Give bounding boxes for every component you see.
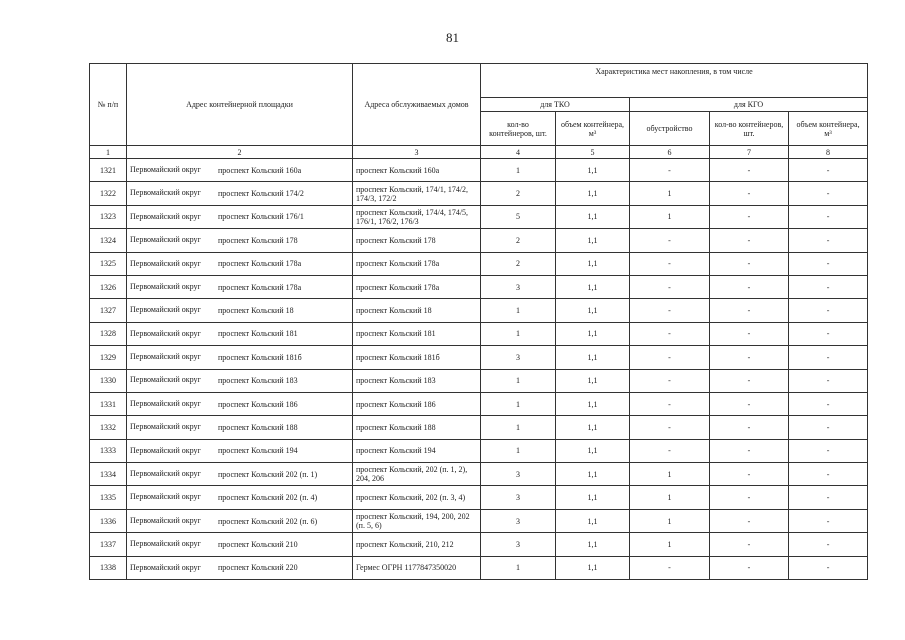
header-kgo-volume: объем контейнера, м³	[789, 112, 868, 146]
row-district: Первомайский округ	[130, 539, 201, 549]
column-number: 6	[630, 146, 710, 159]
row-kgo-equipment: -	[630, 275, 710, 298]
column-number: 5	[556, 146, 630, 159]
table-row	[90, 533, 868, 556]
row-tko-volume: 1,1	[556, 275, 630, 298]
row-district: Первомайский округ	[130, 562, 201, 572]
row-tko-count: 1	[481, 439, 556, 462]
row-street: проспект Кольский 202 (п. 1)	[218, 469, 318, 479]
row-street: проспект Кольский 202 (п. 6)	[218, 516, 318, 526]
row-kgo-count: -	[710, 509, 789, 532]
row-district: Первомайский округ	[130, 445, 201, 455]
row-address-cell	[127, 463, 353, 486]
column-number: 1	[90, 146, 127, 159]
row-number: 1335	[90, 486, 127, 509]
row-kgo-equipment: 1	[630, 205, 710, 228]
row-number: 1338	[90, 556, 127, 579]
row-number: 1321	[90, 159, 127, 182]
row-kgo-volume: -	[789, 346, 868, 369]
row-kgo-equipment: -	[630, 439, 710, 462]
row-tko-volume: 1,1	[556, 509, 630, 532]
row-served-addresses: проспект Кольский 186	[353, 392, 481, 415]
row-number: 1330	[90, 369, 127, 392]
row-street: проспект Кольский 181б	[218, 352, 302, 362]
row-district: Первомайский округ	[130, 258, 201, 268]
row-tko-volume: 1,1	[556, 533, 630, 556]
row-kgo-volume: -	[789, 252, 868, 275]
table-row	[90, 229, 868, 252]
row-street: проспект Кольский 174/2	[218, 189, 304, 199]
row-number: 1326	[90, 275, 127, 298]
row-tko-volume: 1,1	[556, 439, 630, 462]
row-kgo-equipment: -	[630, 229, 710, 252]
row-kgo-volume: -	[789, 509, 868, 532]
row-street: проспект Кольский 178	[218, 235, 298, 245]
column-number: 7	[710, 146, 789, 159]
header-group-kgo: для КГО	[630, 98, 868, 112]
row-number: 1329	[90, 346, 127, 369]
row-district: Первомайский округ	[130, 398, 201, 408]
header-tko-volume: объем контейнера, м³	[556, 112, 630, 146]
row-kgo-volume: -	[789, 229, 868, 252]
row-address-cell	[127, 556, 353, 579]
row-kgo-count: -	[710, 159, 789, 182]
column-number: 4	[481, 146, 556, 159]
row-tko-volume: 1,1	[556, 392, 630, 415]
row-tko-count: 5	[481, 205, 556, 228]
row-served-addresses: проспект Кольский 181	[353, 322, 481, 345]
row-number: 1323	[90, 205, 127, 228]
row-tko-count: 1	[481, 392, 556, 415]
column-number: 2	[127, 146, 353, 159]
row-kgo-equipment: 1	[630, 182, 710, 205]
row-kgo-equipment: -	[630, 299, 710, 322]
row-street: проспект Кольский 18	[218, 306, 294, 316]
row-kgo-volume: -	[789, 182, 868, 205]
row-address-cell	[127, 439, 353, 462]
row-served-addresses: проспект Кольский, 202 (п. 3, 4)	[353, 486, 481, 509]
table-row	[90, 275, 868, 298]
header-address: Адрес контейнерной площадки	[127, 64, 353, 146]
row-served-addresses: проспект Кольский, 202 (п. 1, 2), 204, 206	[353, 463, 481, 486]
row-district: Первомайский округ	[130, 281, 201, 291]
row-number: 1333	[90, 439, 127, 462]
row-address-cell	[127, 299, 353, 322]
header-kgo-count: кол-во контейнеров, шт.	[710, 112, 789, 146]
table-row	[90, 182, 868, 205]
row-kgo-equipment: -	[630, 159, 710, 182]
row-kgo-count: -	[710, 392, 789, 415]
row-tko-count: 1	[481, 322, 556, 345]
column-number: 8	[789, 146, 868, 159]
row-kgo-count: -	[710, 369, 789, 392]
row-street: проспект Кольский 220	[218, 563, 298, 573]
row-number: 1336	[90, 509, 127, 532]
table-row	[90, 322, 868, 345]
row-served-addresses: проспект Кольский, 174/4, 174/5, 176/1, 176/2, 176/3	[353, 205, 481, 228]
row-tko-count: 1	[481, 369, 556, 392]
row-kgo-volume: -	[789, 369, 868, 392]
row-address-cell	[127, 205, 353, 228]
row-kgo-count: -	[710, 205, 789, 228]
row-kgo-equipment: -	[630, 369, 710, 392]
row-kgo-equipment: 1	[630, 486, 710, 509]
table-row	[90, 509, 868, 532]
table-row	[90, 205, 868, 228]
row-tko-volume: 1,1	[556, 182, 630, 205]
row-kgo-volume: -	[789, 205, 868, 228]
row-district: Первомайский округ	[130, 515, 201, 525]
row-tko-count: 1	[481, 416, 556, 439]
row-kgo-count: -	[710, 486, 789, 509]
row-kgo-equipment: -	[630, 416, 710, 439]
row-kgo-count: -	[710, 252, 789, 275]
row-tko-count: 1	[481, 556, 556, 579]
row-kgo-volume: -	[789, 322, 868, 345]
row-kgo-volume: -	[789, 159, 868, 182]
row-street: проспект Кольский 202 (п. 4)	[218, 493, 318, 503]
row-district: Первомайский округ	[130, 305, 201, 315]
row-served-addresses: проспект Кольский 178а	[353, 252, 481, 275]
table-row	[90, 299, 868, 322]
row-served-addresses: проспект Кольский, 194, 200, 202 (п. 5, 6)	[353, 509, 481, 532]
row-tko-volume: 1,1	[556, 556, 630, 579]
row-street: проспект Кольский 183	[218, 376, 298, 386]
row-tko-count: 2	[481, 252, 556, 275]
row-kgo-count: -	[710, 229, 789, 252]
column-number: 3	[353, 146, 481, 159]
row-address-cell	[127, 346, 353, 369]
row-kgo-count: -	[710, 275, 789, 298]
row-served-addresses: проспект Кольский 18	[353, 299, 481, 322]
row-tko-count: 3	[481, 533, 556, 556]
row-kgo-equipment: -	[630, 392, 710, 415]
row-street: проспект Кольский 160а	[218, 165, 302, 175]
row-address-cell	[127, 509, 353, 532]
row-district: Первомайский округ	[130, 164, 201, 174]
page-number: 81	[446, 30, 459, 45]
row-kgo-equipment: 1	[630, 533, 710, 556]
row-served-addresses: проспект Кольский 188	[353, 416, 481, 439]
table-row	[90, 252, 868, 275]
row-address-cell	[127, 252, 353, 275]
row-number: 1332	[90, 416, 127, 439]
row-kgo-equipment: 1	[630, 463, 710, 486]
row-kgo-count: -	[710, 346, 789, 369]
row-number: 1325	[90, 252, 127, 275]
row-tko-count: 3	[481, 463, 556, 486]
row-district: Первомайский округ	[130, 492, 201, 502]
row-kgo-count: -	[710, 416, 789, 439]
row-tko-volume: 1,1	[556, 463, 630, 486]
row-served-addresses: проспект Кольский, 210, 212	[353, 533, 481, 556]
table-row	[90, 486, 868, 509]
row-tko-count: 3	[481, 486, 556, 509]
row-kgo-equipment: -	[630, 556, 710, 579]
table-row	[90, 556, 868, 579]
row-address-cell	[127, 416, 353, 439]
row-street: проспект Кольский 188	[218, 422, 298, 432]
row-kgo-count: -	[710, 439, 789, 462]
table-row	[90, 439, 868, 462]
row-kgo-volume: -	[789, 556, 868, 579]
row-district: Первомайский округ	[130, 188, 201, 198]
row-tko-count: 2	[481, 229, 556, 252]
row-kgo-count: -	[710, 299, 789, 322]
row-tko-volume: 1,1	[556, 322, 630, 345]
row-kgo-volume: -	[789, 463, 868, 486]
row-kgo-equipment: -	[630, 346, 710, 369]
row-street: проспект Кольский 210	[218, 539, 298, 549]
row-tko-volume: 1,1	[556, 229, 630, 252]
row-served-addresses: Гермес ОГРН 1177847350020	[353, 556, 481, 579]
row-district: Первомайский округ	[130, 422, 201, 432]
row-street: проспект Кольский 176/1	[218, 212, 304, 222]
row-tko-volume: 1,1	[556, 205, 630, 228]
row-kgo-volume: -	[789, 275, 868, 298]
row-number: 1327	[90, 299, 127, 322]
row-served-addresses: проспект Кольский 178а	[353, 275, 481, 298]
row-kgo-count: -	[710, 182, 789, 205]
table-body	[90, 159, 868, 580]
row-served-addresses: проспект Кольский 181б	[353, 346, 481, 369]
row-address-cell	[127, 486, 353, 509]
container-sites-table	[89, 63, 868, 580]
header-group-tko: для ТКО	[481, 98, 630, 112]
row-number: 1331	[90, 392, 127, 415]
row-served-addresses: проспект Кольский 194	[353, 439, 481, 462]
row-tko-volume: 1,1	[556, 252, 630, 275]
row-tko-count: 1	[481, 159, 556, 182]
row-tko-volume: 1,1	[556, 159, 630, 182]
header-num: № п/п	[90, 64, 127, 146]
table-row	[90, 416, 868, 439]
row-district: Первомайский округ	[130, 469, 201, 479]
header-served: Адреса обслуживаемых домов	[353, 64, 481, 146]
row-district: Первомайский округ	[130, 352, 201, 362]
row-served-addresses: проспект Кольский, 174/1, 174/2, 174/3, 172/2	[353, 182, 481, 205]
header-kgo-equipment: обустройство	[630, 112, 710, 146]
row-address-cell	[127, 182, 353, 205]
row-kgo-volume: -	[789, 439, 868, 462]
row-served-addresses: проспект Кольский 160а	[353, 159, 481, 182]
row-tko-volume: 1,1	[556, 486, 630, 509]
row-tko-volume: 1,1	[556, 416, 630, 439]
row-street: проспект Кольский 178а	[218, 282, 302, 292]
row-tko-count: 3	[481, 346, 556, 369]
row-kgo-count: -	[710, 463, 789, 486]
header-characteristics: Характеристика мест накопления, в том числе	[481, 64, 868, 98]
table-row	[90, 392, 868, 415]
row-tko-count: 3	[481, 509, 556, 532]
column-numbers-row	[90, 146, 868, 159]
row-district: Первомайский округ	[130, 375, 201, 385]
row-street: проспект Кольский 186	[218, 399, 298, 409]
row-street: проспект Кольский 178а	[218, 259, 302, 269]
row-district: Первомайский округ	[130, 328, 201, 338]
row-served-addresses: проспект Кольский 183	[353, 369, 481, 392]
table-row	[90, 159, 868, 182]
row-address-cell	[127, 275, 353, 298]
table-row	[90, 346, 868, 369]
row-kgo-count: -	[710, 556, 789, 579]
row-address-cell	[127, 229, 353, 252]
row-served-addresses: проспект Кольский 178	[353, 229, 481, 252]
row-tko-count: 1	[481, 299, 556, 322]
row-kgo-volume: -	[789, 392, 868, 415]
row-district: Первомайский округ	[130, 235, 201, 245]
row-tko-count: 3	[481, 275, 556, 298]
row-kgo-equipment: -	[630, 252, 710, 275]
row-number: 1324	[90, 229, 127, 252]
row-district: Первомайский округ	[130, 211, 201, 221]
row-street: проспект Кольский 181	[218, 329, 298, 339]
row-kgo-volume: -	[789, 533, 868, 556]
row-kgo-equipment: -	[630, 322, 710, 345]
row-number: 1322	[90, 182, 127, 205]
row-kgo-equipment: 1	[630, 509, 710, 532]
row-number: 1337	[90, 533, 127, 556]
table-row	[90, 369, 868, 392]
table-row	[90, 463, 868, 486]
row-tko-volume: 1,1	[556, 369, 630, 392]
row-kgo-volume: -	[789, 299, 868, 322]
row-kgo-volume: -	[789, 416, 868, 439]
row-kgo-count: -	[710, 322, 789, 345]
row-address-cell	[127, 392, 353, 415]
row-tko-count: 2	[481, 182, 556, 205]
row-address-cell	[127, 369, 353, 392]
row-address-cell	[127, 533, 353, 556]
row-address-cell	[127, 322, 353, 345]
row-tko-volume: 1,1	[556, 346, 630, 369]
row-tko-volume: 1,1	[556, 299, 630, 322]
row-number: 1328	[90, 322, 127, 345]
header-tko-count: кол-во контейнеров, шт.	[481, 112, 556, 146]
row-street: проспект Кольский 194	[218, 446, 298, 456]
row-address-cell	[127, 159, 353, 182]
row-number: 1334	[90, 463, 127, 486]
row-kgo-volume: -	[789, 486, 868, 509]
row-kgo-count: -	[710, 533, 789, 556]
